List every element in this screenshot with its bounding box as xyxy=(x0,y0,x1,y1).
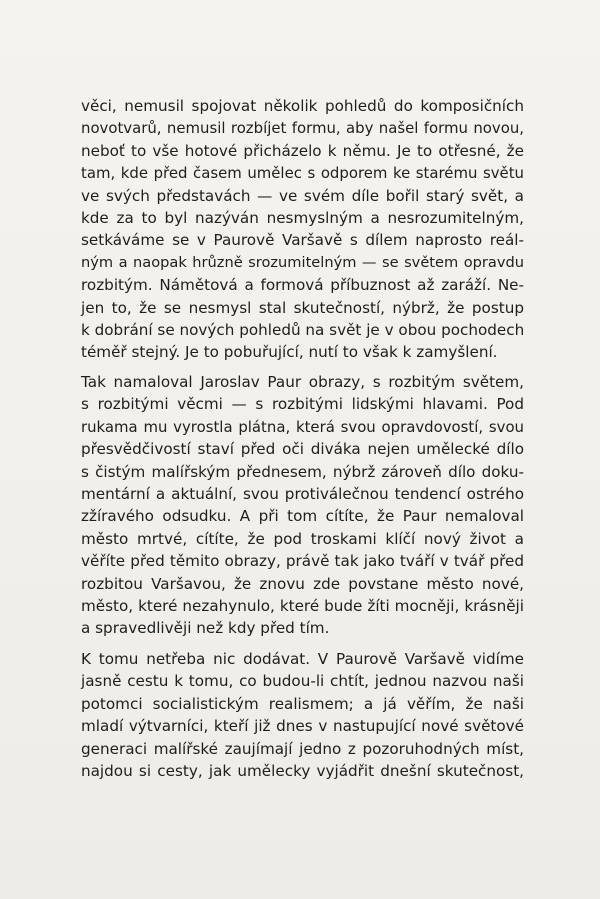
text-line: jen to, že se nesmysl stal skutečností, nýbrž, že postup xyxy=(81,298,524,317)
text-line: rukama mu vyrostla plátna, která svou opravdovostí, svou xyxy=(81,417,524,436)
paragraph-1 xyxy=(81,95,524,364)
text-line: jasně cestu k tomu, co budou-li chtít, jednou nazvou naši xyxy=(81,672,524,691)
text-line: kde za to byl nazýván nesmyslným a nesrozumitelným, xyxy=(81,208,524,227)
text-line: s rozbitými věcmi — s rozbitými lidskými hlavami. Pod xyxy=(81,395,524,414)
text-line: město, které nezahynulo, které bude žíti mocněji, krásněji xyxy=(81,596,524,615)
text-line: potomci socialistickým realismem; a já věřím, že naši xyxy=(81,694,524,713)
text-line: s čistým malířským přednesem, nýbrž zároveň dílo doku- xyxy=(81,462,524,481)
text-line: rozbitým. Námětová a formová příbuznost až zaráží. Ne- xyxy=(81,276,524,295)
text-line: k dobrání se nových pohledů na svět je v obou pochodech xyxy=(81,320,525,339)
text-line: ve svých představách — ve svém díle bořil starý svět, a xyxy=(81,186,524,205)
text-line: tam, kde před časem umělec s odporem ke starému světu xyxy=(81,164,524,183)
text-line: a spravedlivěji než kdy před tím. xyxy=(81,619,330,638)
paragraph-3 xyxy=(81,648,524,782)
text-line: přesvědčivostí staví před oči diváka nejen umělecké dílo xyxy=(81,440,524,459)
text-line: mentární a aktuální, svou protiválečnou tendencí ostrého xyxy=(81,484,524,503)
text-line: téměř stejný. Je to pobuřující, nutí to však k zamyšlení. xyxy=(81,343,498,362)
text-line: najdou si cesty, jak umělecky vyjádřit dnešní skutečnost, xyxy=(81,761,524,780)
text-line: zžíravého odsudku. A při tom cítíte, že Paur nemaloval xyxy=(81,507,524,526)
text-line: město mrtvé, cítíte, že pod troskami klíčí nový život a xyxy=(81,529,524,548)
text-line: generaci malířské zaujímají jedno z pozoruhodných míst, xyxy=(81,739,524,758)
text-line: mladí výtvarníci, kteří již dnes v nastupující nové světové xyxy=(81,717,524,736)
paragraph-2 xyxy=(81,371,524,640)
text-line: věříte před těmito obrazy, právě tak jako tváří v tvář před xyxy=(81,552,524,571)
text-line: ným a naopak hrůzně srozumitelným — se světem opravdu xyxy=(81,253,524,271)
text-line: věci, nemusil spojovat několik pohledů do komposičních xyxy=(81,97,524,115)
text-line: rozbitou Varšavou, že znovu zde povstane město nové, xyxy=(81,574,524,593)
text-line: neboť to vše hotové přicházelo k němu. Je to otřesné, že xyxy=(81,141,524,160)
text-line: K tomu netřeba nic dodávat. V Paurově Varšavě vidíme xyxy=(81,650,524,668)
text-line: setkáváme se v Paurově Varšavě s dílem naprosto reál- xyxy=(81,231,524,250)
text-line: novotvarů, nemusil rozbíjet formu, aby našel formu novou, xyxy=(81,119,524,138)
text-line: Tak namaloval Jaroslav Paur obrazy, s rozbitým světem, xyxy=(81,373,524,391)
